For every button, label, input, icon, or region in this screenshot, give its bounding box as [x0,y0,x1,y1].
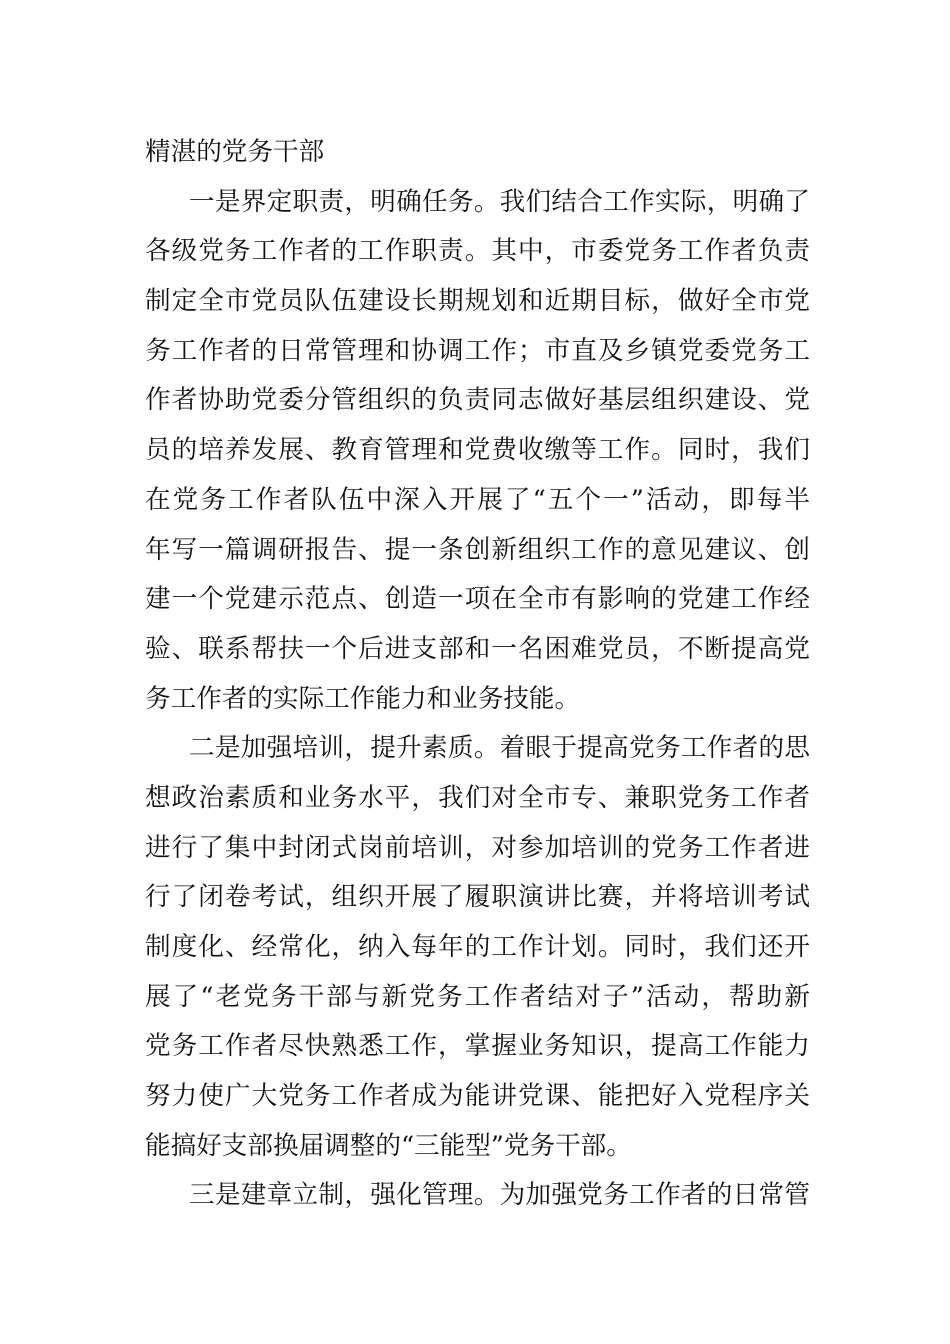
text-line: 展了“老党务干部与新党务工作者结对子”活动，帮助新 [145,981,810,1012]
paragraph-3-line: 三是建章立制，强化管理。为加强党务工作者的日常管 [189,1180,810,1211]
text-line: 员的培养发展、教育管理和党费收缴等工作。同时，我们 [145,435,810,466]
paragraph-2-line: 二是加强培训，提升素质。着眼于提高党务工作者的思 [189,733,810,764]
text-line: 制定全市党员队伍建设长期规划和近期目标，做好全市党 [145,286,810,317]
text-line: 作者协助党委分管组织的负责同志做好基层组织建设、党 [145,385,810,416]
text-line: 务工作者的日常管理和协调工作；市直及乡镇党委党务工 [145,335,810,366]
text-line: 验、联系帮扶一个后进支部和一名困难党员，不断提高党 [145,633,810,664]
text-line: 建一个党建示范点、创造一项在全市有影响的党建工作经 [145,584,810,615]
text-line: 行了闭卷考试，组织开展了履职演讲比赛，并将培训考试 [145,882,810,913]
text-line: 进行了集中封闭式岗前培训，对参加培训的党务工作者进 [145,832,810,863]
text-line: 制度化、经常化，纳入每年的工作计划。同时，我们还开 [145,932,810,962]
text-line: 各级党务工作者的工作职责。其中，市委党务工作者负责 [145,236,810,267]
document-body [145,128,810,1221]
text-line: 党务工作者尽快熟悉工作，掌握业务知识，提高工作能力 [145,1031,810,1062]
text-line: 在党务工作者队伍中深入开展了“五个一”活动，即每半 [145,484,810,515]
paragraph-1-line: 一是界定职责，明确任务。我们结合工作实际，明确了 [189,186,810,217]
text-line: 务工作者的实际工作能力和业务技能。 [145,683,581,714]
text-line: 努力使广大党务工作者成为能讲党课、能把好入党程序关 [145,1081,810,1112]
text-line: 年写一篇调研报告、提一条创新组织工作的意见建议、创 [145,534,810,565]
text-line: 精湛的党务干部 [145,137,325,167]
text-line: 能搞好支部换届调整的“三能型”党务干部。 [145,1130,632,1161]
text-line: 想政治素质和业务水平，我们对全市专、兼职党务工作者 [145,782,810,813]
